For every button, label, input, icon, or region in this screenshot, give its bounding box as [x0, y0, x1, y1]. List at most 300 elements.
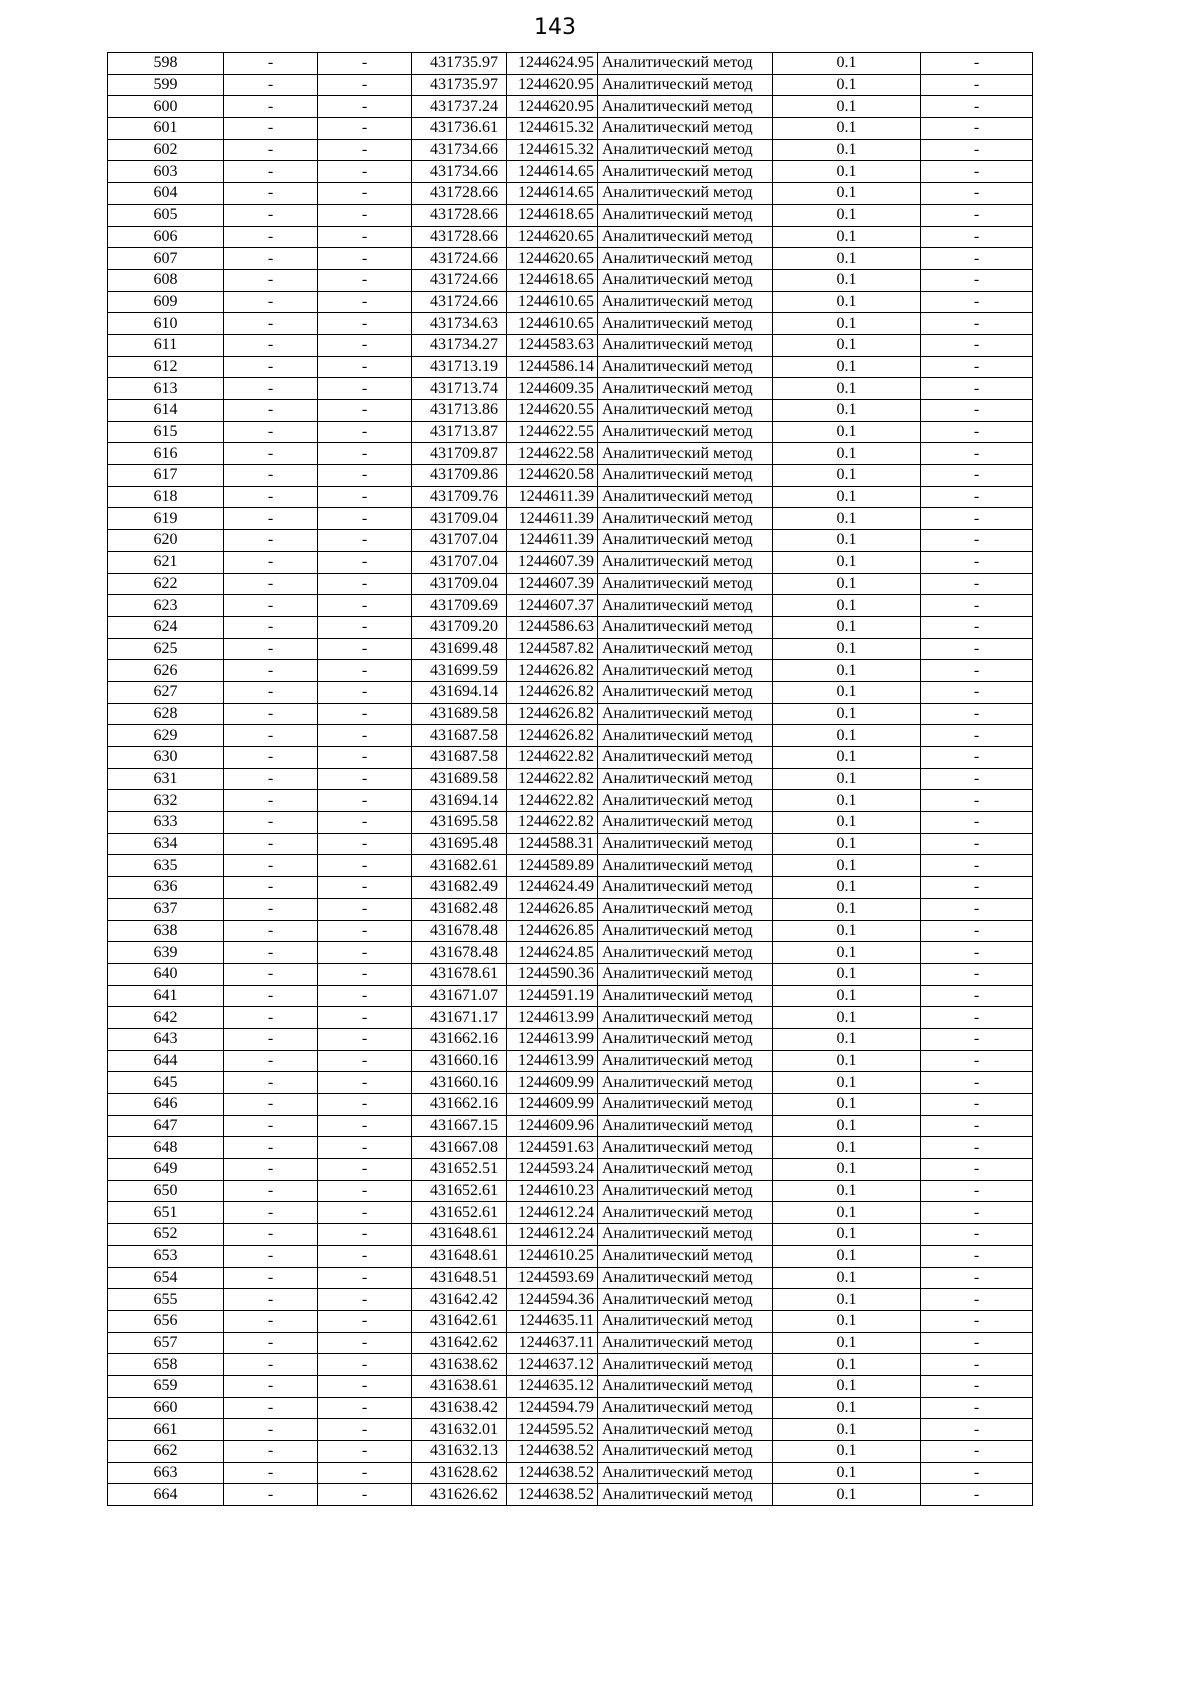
x-coordinate-cell: 431709.86: [412, 465, 507, 487]
note-cell: -: [921, 638, 1033, 660]
empty-value-cell: -: [224, 1115, 318, 1137]
y-coordinate-cell: 1244624.95: [507, 53, 598, 75]
y-coordinate-cell: 1244638.52: [507, 1484, 598, 1506]
note-cell: -: [921, 508, 1033, 530]
point-number-cell: 628: [108, 703, 224, 725]
point-number-cell: 629: [108, 725, 224, 747]
x-coordinate-cell: 431667.15: [412, 1115, 507, 1137]
x-coordinate-cell: 431699.48: [412, 638, 507, 660]
method-cell: Аналитический метод: [598, 486, 773, 508]
point-number-cell: 656: [108, 1310, 224, 1332]
table-row: [108, 1202, 1033, 1224]
y-coordinate-cell: 1244586.63: [507, 616, 598, 638]
empty-value-cell: -: [318, 1419, 412, 1441]
y-coordinate-cell: 1244607.37: [507, 595, 598, 617]
empty-value-cell: -: [318, 378, 412, 400]
x-coordinate-cell: 431682.49: [412, 877, 507, 899]
point-number-cell: 642: [108, 1007, 224, 1029]
table-row: [108, 334, 1033, 356]
empty-value-cell: -: [318, 118, 412, 140]
empty-value-cell: -: [224, 1332, 318, 1354]
empty-value-cell: -: [224, 703, 318, 725]
table-row: [108, 1289, 1033, 1311]
table-row: [108, 508, 1033, 530]
point-number-cell: 647: [108, 1115, 224, 1137]
point-number-cell: 619: [108, 508, 224, 530]
note-cell: -: [921, 963, 1033, 985]
accuracy-cell: 0.1: [773, 1354, 921, 1376]
point-number-cell: 605: [108, 204, 224, 226]
empty-value-cell: -: [318, 1354, 412, 1376]
y-coordinate-cell: 1244607.39: [507, 551, 598, 573]
accuracy-cell: 0.1: [773, 855, 921, 877]
x-coordinate-cell: 431648.61: [412, 1224, 507, 1246]
method-cell: Аналитический метод: [598, 768, 773, 790]
point-number-cell: 633: [108, 812, 224, 834]
empty-value-cell: -: [224, 1007, 318, 1029]
accuracy-cell: 0.1: [773, 269, 921, 291]
y-coordinate-cell: 1244614.65: [507, 161, 598, 183]
point-number-cell: 664: [108, 1484, 224, 1506]
empty-value-cell: -: [318, 1007, 412, 1029]
note-cell: -: [921, 812, 1033, 834]
y-coordinate-cell: 1244637.12: [507, 1354, 598, 1376]
x-coordinate-cell: 431724.66: [412, 291, 507, 313]
note-cell: -: [921, 226, 1033, 248]
table-row: [108, 1419, 1033, 1441]
y-coordinate-cell: 1244591.19: [507, 985, 598, 1007]
y-coordinate-cell: 1244610.25: [507, 1245, 598, 1267]
empty-value-cell: -: [224, 725, 318, 747]
note-cell: -: [921, 400, 1033, 422]
empty-value-cell: -: [318, 660, 412, 682]
empty-value-cell: -: [318, 638, 412, 660]
point-number-cell: 661: [108, 1419, 224, 1441]
note-cell: -: [921, 1375, 1033, 1397]
empty-value-cell: -: [318, 139, 412, 161]
accuracy-cell: 0.1: [773, 1441, 921, 1463]
empty-value-cell: -: [318, 855, 412, 877]
x-coordinate-cell: 431667.08: [412, 1137, 507, 1159]
accuracy-cell: 0.1: [773, 334, 921, 356]
table-row: [108, 1094, 1033, 1116]
note-cell: -: [921, 660, 1033, 682]
empty-value-cell: -: [318, 898, 412, 920]
x-coordinate-cell: 431652.61: [412, 1180, 507, 1202]
note-cell: -: [921, 942, 1033, 964]
y-coordinate-cell: 1244593.69: [507, 1267, 598, 1289]
x-coordinate-cell: 431695.58: [412, 812, 507, 834]
x-coordinate-cell: 431709.04: [412, 573, 507, 595]
method-cell: Аналитический метод: [598, 1115, 773, 1137]
y-coordinate-cell: 1244610.65: [507, 291, 598, 313]
x-coordinate-cell: 431728.66: [412, 204, 507, 226]
y-coordinate-cell: 1244624.85: [507, 942, 598, 964]
y-coordinate-cell: 1244620.55: [507, 400, 598, 422]
empty-value-cell: -: [318, 1397, 412, 1419]
empty-value-cell: -: [318, 1028, 412, 1050]
note-cell: -: [921, 790, 1033, 812]
table-row: [108, 790, 1033, 812]
method-cell: Аналитический метод: [598, 1072, 773, 1094]
empty-value-cell: -: [318, 942, 412, 964]
x-coordinate-cell: 431687.58: [412, 747, 507, 769]
table-row: [108, 486, 1033, 508]
y-coordinate-cell: 1244622.82: [507, 790, 598, 812]
point-number-cell: 610: [108, 313, 224, 335]
method-cell: Аналитический метод: [598, 1310, 773, 1332]
accuracy-cell: 0.1: [773, 1137, 921, 1159]
x-coordinate-cell: 431737.24: [412, 96, 507, 118]
empty-value-cell: -: [318, 248, 412, 270]
accuracy-cell: 0.1: [773, 1224, 921, 1246]
note-cell: -: [921, 985, 1033, 1007]
note-cell: -: [921, 703, 1033, 725]
accuracy-cell: 0.1: [773, 1007, 921, 1029]
accuracy-cell: 0.1: [773, 226, 921, 248]
note-cell: -: [921, 118, 1033, 140]
empty-value-cell: -: [318, 226, 412, 248]
point-number-cell: 618: [108, 486, 224, 508]
note-cell: -: [921, 1484, 1033, 1506]
point-number-cell: 631: [108, 768, 224, 790]
empty-value-cell: -: [318, 465, 412, 487]
empty-value-cell: -: [318, 1441, 412, 1463]
x-coordinate-cell: 431709.76: [412, 486, 507, 508]
note-cell: -: [921, 920, 1033, 942]
note-cell: -: [921, 443, 1033, 465]
accuracy-cell: 0.1: [773, 161, 921, 183]
method-cell: Аналитический метод: [598, 855, 773, 877]
empty-value-cell: -: [318, 703, 412, 725]
empty-value-cell: -: [224, 1180, 318, 1202]
accuracy-cell: 0.1: [773, 1050, 921, 1072]
table-row: [108, 530, 1033, 552]
x-coordinate-cell: 431724.66: [412, 248, 507, 270]
note-cell: -: [921, 1354, 1033, 1376]
point-number-cell: 622: [108, 573, 224, 595]
x-coordinate-cell: 431709.69: [412, 595, 507, 617]
empty-value-cell: -: [318, 530, 412, 552]
table-row: [108, 573, 1033, 595]
x-coordinate-cell: 431724.66: [412, 269, 507, 291]
empty-value-cell: -: [318, 595, 412, 617]
note-cell: -: [921, 183, 1033, 205]
table-row: [108, 1310, 1033, 1332]
accuracy-cell: 0.1: [773, 183, 921, 205]
table-row: [108, 595, 1033, 617]
point-number-cell: 653: [108, 1245, 224, 1267]
table-row: [108, 226, 1033, 248]
note-cell: -: [921, 378, 1033, 400]
accuracy-cell: 0.1: [773, 74, 921, 96]
point-number-cell: 627: [108, 681, 224, 703]
x-coordinate-cell: 431687.58: [412, 725, 507, 747]
table-row: [108, 1441, 1033, 1463]
note-cell: -: [921, 1050, 1033, 1072]
note-cell: -: [921, 161, 1033, 183]
point-number-cell: 613: [108, 378, 224, 400]
accuracy-cell: 0.1: [773, 638, 921, 660]
note-cell: -: [921, 1289, 1033, 1311]
y-coordinate-cell: 1244622.82: [507, 747, 598, 769]
point-number-cell: 601: [108, 118, 224, 140]
table-row: [108, 1224, 1033, 1246]
accuracy-cell: 0.1: [773, 1462, 921, 1484]
empty-value-cell: -: [224, 1354, 318, 1376]
method-cell: Аналитический метод: [598, 898, 773, 920]
method-cell: Аналитический метод: [598, 573, 773, 595]
method-cell: Аналитический метод: [598, 833, 773, 855]
empty-value-cell: -: [224, 1245, 318, 1267]
table-row: [108, 378, 1033, 400]
note-cell: -: [921, 551, 1033, 573]
point-number-cell: 640: [108, 963, 224, 985]
table-row: [108, 1462, 1033, 1484]
point-number-cell: 602: [108, 139, 224, 161]
note-cell: -: [921, 833, 1033, 855]
note-cell: -: [921, 877, 1033, 899]
y-coordinate-cell: 1244611.39: [507, 486, 598, 508]
empty-value-cell: -: [318, 573, 412, 595]
point-number-cell: 643: [108, 1028, 224, 1050]
table-row: [108, 551, 1033, 573]
x-coordinate-cell: 431626.62: [412, 1484, 507, 1506]
table-row: [108, 616, 1033, 638]
empty-value-cell: -: [318, 291, 412, 313]
y-coordinate-cell: 1244638.52: [507, 1462, 598, 1484]
empty-value-cell: -: [318, 334, 412, 356]
empty-value-cell: -: [224, 1224, 318, 1246]
method-cell: Аналитический метод: [598, 53, 773, 75]
x-coordinate-cell: 431671.17: [412, 1007, 507, 1029]
accuracy-cell: 0.1: [773, 942, 921, 964]
point-number-cell: 657: [108, 1332, 224, 1354]
point-number-cell: 617: [108, 465, 224, 487]
table-row: [108, 204, 1033, 226]
accuracy-cell: 0.1: [773, 1289, 921, 1311]
empty-value-cell: -: [318, 790, 412, 812]
table-row: [108, 1267, 1033, 1289]
accuracy-cell: 0.1: [773, 1332, 921, 1354]
method-cell: Аналитический метод: [598, 378, 773, 400]
empty-value-cell: -: [224, 204, 318, 226]
method-cell: Аналитический метод: [598, 1267, 773, 1289]
y-coordinate-cell: 1244620.58: [507, 465, 598, 487]
method-cell: Аналитический метод: [598, 1159, 773, 1181]
note-cell: -: [921, 1462, 1033, 1484]
table-row: [108, 747, 1033, 769]
x-coordinate-cell: 431660.16: [412, 1072, 507, 1094]
note-cell: -: [921, 898, 1033, 920]
empty-value-cell: -: [318, 747, 412, 769]
empty-value-cell: -: [224, 595, 318, 617]
x-coordinate-cell: 431713.86: [412, 400, 507, 422]
y-coordinate-cell: 1244615.32: [507, 139, 598, 161]
y-coordinate-cell: 1244615.32: [507, 118, 598, 140]
point-number-cell: 626: [108, 660, 224, 682]
accuracy-cell: 0.1: [773, 356, 921, 378]
point-number-cell: 612: [108, 356, 224, 378]
table-row: [108, 313, 1033, 335]
y-coordinate-cell: 1244620.95: [507, 74, 598, 96]
empty-value-cell: -: [318, 356, 412, 378]
point-number-cell: 630: [108, 747, 224, 769]
note-cell: -: [921, 74, 1033, 96]
y-coordinate-cell: 1244591.63: [507, 1137, 598, 1159]
y-coordinate-cell: 1244590.36: [507, 963, 598, 985]
empty-value-cell: -: [224, 378, 318, 400]
y-coordinate-cell: 1244638.52: [507, 1441, 598, 1463]
empty-value-cell: -: [224, 1202, 318, 1224]
method-cell: Аналитический метод: [598, 681, 773, 703]
table-row: [108, 465, 1033, 487]
x-coordinate-cell: 431678.48: [412, 942, 507, 964]
y-coordinate-cell: 1244613.99: [507, 1007, 598, 1029]
accuracy-cell: 0.1: [773, 1245, 921, 1267]
y-coordinate-cell: 1244618.65: [507, 204, 598, 226]
empty-value-cell: -: [224, 898, 318, 920]
method-cell: Аналитический метод: [598, 877, 773, 899]
x-coordinate-cell: 431632.13: [412, 1441, 507, 1463]
accuracy-cell: 0.1: [773, 877, 921, 899]
point-number-cell: 623: [108, 595, 224, 617]
x-coordinate-cell: 431648.61: [412, 1245, 507, 1267]
method-cell: Аналитический метод: [598, 118, 773, 140]
empty-value-cell: -: [224, 855, 318, 877]
empty-value-cell: -: [318, 313, 412, 335]
x-coordinate-cell: 431709.04: [412, 508, 507, 530]
y-coordinate-cell: 1244613.99: [507, 1028, 598, 1050]
empty-value-cell: -: [224, 356, 318, 378]
y-coordinate-cell: 1244612.24: [507, 1224, 598, 1246]
y-coordinate-cell: 1244626.85: [507, 898, 598, 920]
point-number-cell: 603: [108, 161, 224, 183]
empty-value-cell: -: [318, 963, 412, 985]
table-row: [108, 812, 1033, 834]
empty-value-cell: -: [224, 1028, 318, 1050]
table-row: [108, 833, 1033, 855]
note-cell: -: [921, 1267, 1033, 1289]
accuracy-cell: 0.1: [773, 1028, 921, 1050]
x-coordinate-cell: 431652.61: [412, 1202, 507, 1224]
accuracy-cell: 0.1: [773, 465, 921, 487]
method-cell: Аналитический метод: [598, 703, 773, 725]
point-number-cell: 608: [108, 269, 224, 291]
point-number-cell: 649: [108, 1159, 224, 1181]
y-coordinate-cell: 1244610.65: [507, 313, 598, 335]
y-coordinate-cell: 1244620.65: [507, 226, 598, 248]
x-coordinate-cell: 431709.20: [412, 616, 507, 638]
note-cell: -: [921, 421, 1033, 443]
y-coordinate-cell: 1244612.24: [507, 1202, 598, 1224]
y-coordinate-cell: 1244635.12: [507, 1375, 598, 1397]
table-row: [108, 1072, 1033, 1094]
empty-value-cell: -: [224, 313, 318, 335]
point-number-cell: 620: [108, 530, 224, 552]
note-cell: -: [921, 1332, 1033, 1354]
empty-value-cell: -: [318, 1094, 412, 1116]
empty-value-cell: -: [224, 334, 318, 356]
point-number-cell: 652: [108, 1224, 224, 1246]
x-coordinate-cell: 431734.66: [412, 139, 507, 161]
empty-value-cell: -: [318, 833, 412, 855]
method-cell: Аналитический метод: [598, 551, 773, 573]
y-coordinate-cell: 1244610.23: [507, 1180, 598, 1202]
method-cell: Аналитический метод: [598, 291, 773, 313]
method-cell: Аналитический метод: [598, 248, 773, 270]
empty-value-cell: -: [224, 183, 318, 205]
table-row: [108, 898, 1033, 920]
table-row: [108, 1397, 1033, 1419]
method-cell: Аналитический метод: [598, 1180, 773, 1202]
empty-value-cell: -: [318, 616, 412, 638]
empty-value-cell: -: [224, 812, 318, 834]
note-cell: -: [921, 681, 1033, 703]
empty-value-cell: -: [318, 400, 412, 422]
table-row: [108, 963, 1033, 985]
accuracy-cell: 0.1: [773, 1072, 921, 1094]
point-number-cell: 600: [108, 96, 224, 118]
table-row: [108, 768, 1033, 790]
x-coordinate-cell: 431662.16: [412, 1028, 507, 1050]
point-number-cell: 598: [108, 53, 224, 75]
note-cell: -: [921, 248, 1033, 270]
table-row: [108, 1028, 1033, 1050]
y-coordinate-cell: 1244626.82: [507, 660, 598, 682]
note-cell: -: [921, 465, 1033, 487]
table-row: [108, 53, 1033, 75]
note-cell: -: [921, 1137, 1033, 1159]
empty-value-cell: -: [318, 1310, 412, 1332]
x-coordinate-cell: 431682.61: [412, 855, 507, 877]
y-coordinate-cell: 1244626.82: [507, 725, 598, 747]
note-cell: -: [921, 616, 1033, 638]
x-coordinate-cell: 431695.48: [412, 833, 507, 855]
table-row: [108, 1137, 1033, 1159]
point-number-cell: 658: [108, 1354, 224, 1376]
table-row: [108, 985, 1033, 1007]
note-cell: -: [921, 356, 1033, 378]
point-number-cell: 614: [108, 400, 224, 422]
accuracy-cell: 0.1: [773, 833, 921, 855]
accuracy-cell: 0.1: [773, 1094, 921, 1116]
method-cell: Аналитический метод: [598, 920, 773, 942]
accuracy-cell: 0.1: [773, 812, 921, 834]
note-cell: -: [921, 96, 1033, 118]
empty-value-cell: -: [224, 1484, 318, 1506]
empty-value-cell: -: [318, 1289, 412, 1311]
accuracy-cell: 0.1: [773, 1484, 921, 1506]
point-number-cell: 624: [108, 616, 224, 638]
accuracy-cell: 0.1: [773, 1397, 921, 1419]
x-coordinate-cell: 431648.51: [412, 1267, 507, 1289]
table-row: [108, 681, 1033, 703]
table-row: [108, 1245, 1033, 1267]
empty-value-cell: -: [318, 920, 412, 942]
empty-value-cell: -: [224, 269, 318, 291]
method-cell: Аналитический метод: [598, 183, 773, 205]
point-number-cell: 651: [108, 1202, 224, 1224]
point-number-cell: 599: [108, 74, 224, 96]
empty-value-cell: -: [224, 1441, 318, 1463]
accuracy-cell: 0.1: [773, 1202, 921, 1224]
accuracy-cell: 0.1: [773, 898, 921, 920]
point-number-cell: 639: [108, 942, 224, 964]
note-cell: -: [921, 1072, 1033, 1094]
note-cell: -: [921, 1310, 1033, 1332]
table-row: [108, 421, 1033, 443]
